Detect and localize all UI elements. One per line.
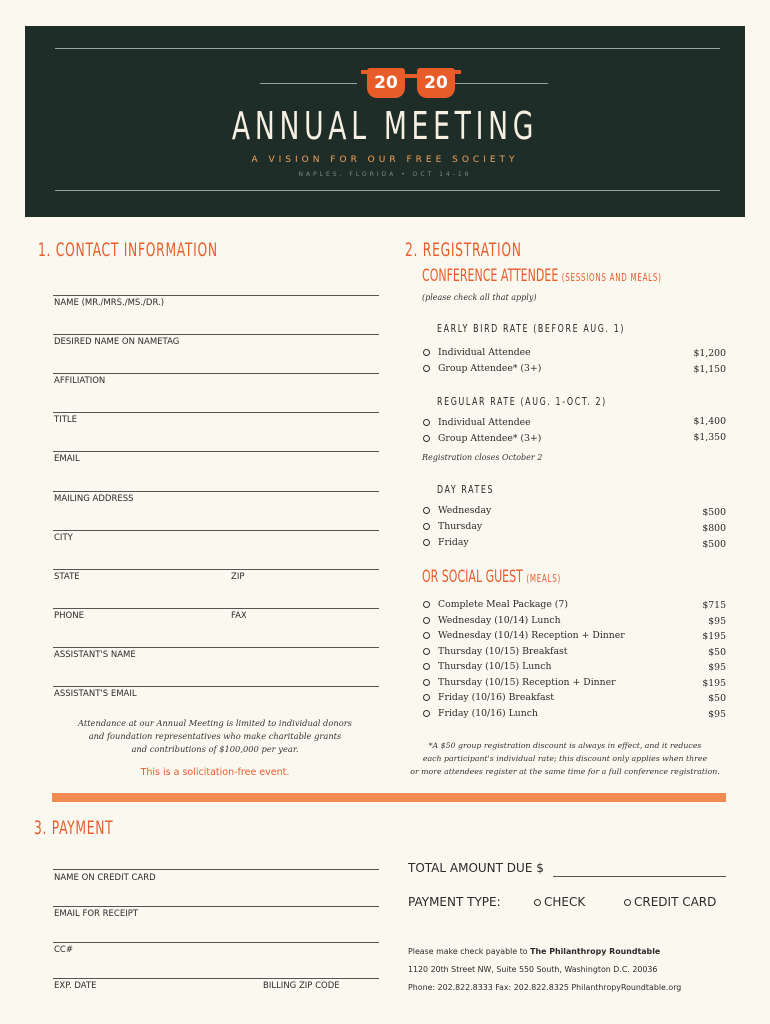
card-name-label: NAME ON CREDIT CARD [54, 873, 156, 883]
group-discount-footnote: *A $50 group registration discount is always in effect, and it reduces each participant's individual rate; this discount only applies when three or more attendees register at the same time for a full conference registration. [410, 741, 720, 776]
radio-circle-icon[interactable] [423, 617, 430, 624]
radio-circle-icon[interactable] [423, 419, 430, 426]
email-label: EMAIL [54, 454, 80, 464]
zip-label: ZIP [231, 572, 245, 582]
option-day-wednesday[interactable]: Wednesday $500 [423, 503, 726, 518]
option-wed-lunch[interactable]: Wednesday (10/14) Lunch $95 [423, 613, 726, 628]
section-divider-bar [52, 793, 726, 802]
radio-circle-icon[interactable] [423, 365, 430, 372]
title-input[interactable] [53, 412, 379, 413]
state-label: STATE [54, 572, 80, 582]
receipt-email-input[interactable] [53, 906, 379, 907]
check-all-note: (please check all that apply) [422, 293, 537, 302]
event-location: NAPLES, FLORIDA • OCT 14-16 [298, 171, 472, 178]
contact-heading: 1. CONTACT INFORMATION [38, 239, 218, 261]
option-thu-lunch[interactable]: Thursday (10/15) Lunch $95 [423, 659, 726, 674]
affiliation-label: AFFILIATION [54, 376, 106, 386]
year-right: 20 [417, 68, 455, 98]
option-regular-group[interactable]: Group Attendee* (3+) $1,350 [423, 431, 726, 446]
radio-circle-icon[interactable] [624, 899, 631, 906]
page-subtitle: A VISION FOR OUR FREE SOCIETY [251, 155, 519, 165]
cc-number-label: CC# [54, 945, 73, 955]
radio-circle-icon[interactable] [423, 539, 430, 546]
regular-rate-heading: REGULAR RATE (AUG. 1-OCT. 2) [437, 395, 607, 408]
payment-check-option[interactable]: CHECK [534, 895, 585, 909]
exp-date-label: EXP. DATE [54, 981, 97, 991]
name-input[interactable] [53, 295, 379, 296]
radio-circle-icon[interactable] [534, 899, 541, 906]
assistant-name-input[interactable] [53, 647, 379, 648]
mailing-address-input[interactable] [53, 491, 379, 492]
fax-label: FAX [231, 611, 247, 621]
state-zip-input[interactable] [53, 569, 379, 570]
option-wed-reception[interactable]: Wednesday (10/14) Reception + Dinner $195 [423, 628, 726, 643]
payment-credit-option[interactable]: CREDIT CARD [624, 895, 716, 909]
radio-circle-icon[interactable] [423, 601, 430, 608]
page-title: ANNUAL MEETING [231, 104, 539, 148]
mailing-address-label: MAILING ADDRESS [54, 494, 134, 504]
radio-circle-icon[interactable] [423, 507, 430, 514]
option-early-individual[interactable]: Individual Attendee $1,200 [423, 345, 726, 360]
radio-circle-icon[interactable] [423, 694, 430, 701]
contact-line: Phone: 202.822.8333 Fax: 202.822.8325 PhilanthropyRoundtable.org [408, 982, 682, 992]
social-guest-heading: OR SOCIAL GUEST (MEALS) [422, 567, 561, 587]
city-input[interactable] [53, 530, 379, 531]
early-bird-heading: EARLY BIRD RATE (BEFORE AUG. 1) [437, 322, 626, 335]
radio-circle-icon[interactable] [423, 632, 430, 639]
radio-circle-icon[interactable] [423, 679, 430, 686]
radio-circle-icon[interactable] [423, 435, 430, 442]
glasses-logo-icon [361, 68, 473, 102]
option-day-thursday[interactable]: Thursday $800 [423, 519, 726, 534]
option-thu-reception[interactable]: Thursday (10/15) Reception + Dinner $195 [423, 675, 726, 690]
header-banner [25, 26, 745, 217]
cc-number-input[interactable] [53, 942, 379, 943]
option-thu-breakfast[interactable]: Thursday (10/15) Breakfast $50 [423, 644, 726, 659]
payable-note: Please make check payable to The Philanthropy Roundtable [408, 946, 661, 956]
phone-fax-input[interactable] [53, 608, 379, 609]
assistant-email-label: ASSISTANT'S EMAIL [54, 689, 137, 699]
assistant-name-label: ASSISTANT'S NAME [54, 650, 136, 660]
header-left-rule [260, 83, 357, 84]
radio-circle-icon[interactable] [423, 663, 430, 670]
option-day-friday[interactable]: Friday $500 [423, 535, 726, 550]
attendance-note: Attendance at our Annual Meeting is limited to individual donors and foundation representatives who make charitable grants and contributions of $100,000 per year. [78, 718, 352, 754]
title-label: TITLE [54, 415, 77, 425]
nametag-label: DESIRED NAME ON NAMETAG [54, 337, 180, 347]
year-left: 20 [367, 68, 405, 98]
registration-heading: 2. REGISTRATION [405, 239, 522, 261]
day-rates-heading: DAY RATES [437, 483, 495, 496]
card-name-input[interactable] [53, 869, 379, 870]
option-fri-breakfast[interactable]: Friday (10/16) Breakfast $50 [423, 690, 726, 705]
phone-label: PHONE [54, 611, 84, 621]
affiliation-input[interactable] [53, 373, 379, 374]
billing-zip-label: BILLING ZIP CODE [263, 981, 340, 991]
payment-type-label: PAYMENT TYPE: [408, 895, 501, 909]
header-bottom-rule [55, 190, 720, 191]
assistant-email-input[interactable] [53, 686, 379, 687]
mailing-address-note: 1120 20th Street NW, Suite 550 South, Washington D.C. 20036 [408, 964, 658, 974]
radio-circle-icon[interactable] [423, 648, 430, 655]
option-regular-individual[interactable]: Individual Attendee $1,400 [423, 415, 726, 430]
total-amount-label: TOTAL AMOUNT DUE $ [408, 861, 544, 875]
radio-circle-icon[interactable] [423, 523, 430, 530]
option-early-group[interactable]: Group Attendee* (3+) $1,150 [423, 361, 726, 376]
receipt-email-label: EMAIL FOR RECEIPT [54, 909, 139, 919]
exp-zip-input[interactable] [53, 978, 379, 979]
nametag-input[interactable] [53, 334, 379, 335]
name-label: NAME (MR./MRS./MS./DR.) [54, 298, 165, 308]
option-meal-package[interactable]: Complete Meal Package (7) $715 [423, 597, 726, 612]
solicitation-note: This is a solicitation-free event. [140, 767, 290, 778]
conference-heading: CONFERENCE ATTENDEE (SESSIONS AND MEALS) [422, 266, 662, 286]
email-input[interactable] [53, 451, 379, 452]
option-fri-lunch[interactable]: Friday (10/16) Lunch $95 [423, 706, 726, 721]
radio-circle-icon[interactable] [423, 710, 430, 717]
payment-heading: 3. PAYMENT [34, 817, 114, 839]
registration-closes-note: Registration closes October 2 [422, 453, 543, 462]
radio-circle-icon[interactable] [423, 349, 430, 356]
total-amount-input[interactable] [553, 876, 726, 877]
city-label: CITY [54, 533, 73, 543]
header-top-rule [55, 48, 720, 49]
